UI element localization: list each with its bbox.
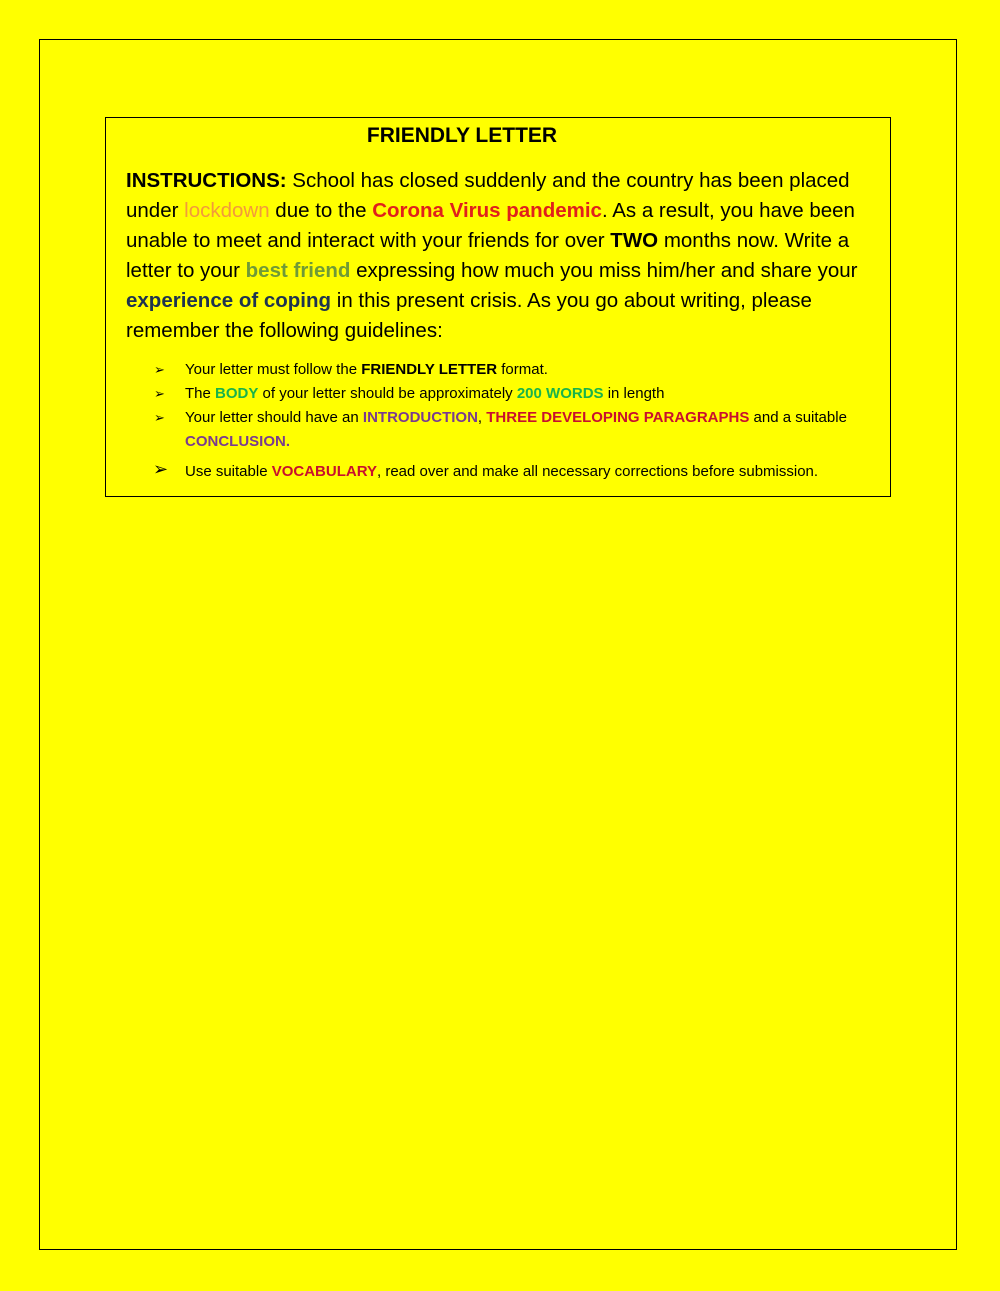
instructions-paragraph [126,166,876,346]
two-highlight: TWO [610,229,659,252]
arrow-bullet-icon: ➢ [154,410,165,425]
page-title: FRIENDLY LETTER [366,124,558,147]
guideline-text: format. [497,361,548,378]
best-friend-highlight: best friend [245,259,351,282]
guideline-item [154,460,874,484]
instructions-text: School has closed suddenly and the country has been placed under [126,169,850,222]
lockdown-highlight: lockdown [184,199,270,222]
guidelines-list [154,358,874,484]
guideline-item [154,358,874,382]
word-count-highlight: 200 WORDS [516,385,604,402]
conclusion-highlight: CONCLUSION [185,433,286,450]
guideline-text: in length [603,385,665,402]
paragraphs-highlight: THREE DEVELOPING PARAGRAPHS [486,409,750,426]
guideline-item [154,382,874,406]
coping-highlight: experience of coping [126,289,332,312]
body-highlight: BODY [215,385,259,402]
guideline-text: of your letter should be approximately [258,385,517,402]
guideline-item [154,406,874,454]
introduction-highlight: INTRODUCTION [362,409,478,426]
guideline-text: . [285,433,291,450]
instructions-text: due to the [269,199,373,222]
guideline-text: Use suitable [185,463,272,480]
instructions-label: INSTRUCTIONS: [126,169,287,192]
guideline-text: and a suitable [749,409,847,426]
guideline-text: , [477,409,487,426]
pandemic-highlight: Corona Virus pandemic [372,199,602,222]
guideline-text: The [185,385,216,402]
vocabulary-highlight: VOCABULARY [271,463,377,480]
arrow-bullet-icon: ➢ [153,459,169,479]
friendly-letter-highlight: FRIENDLY LETTER [361,361,498,378]
instructions-text: months now. Write a letter to your [126,229,850,282]
instructions-text: in this present crisis. As you go about writing, please remember the following guidelines: [126,289,812,342]
arrow-bullet-icon: ➢ [154,362,165,377]
guideline-text: , read over and make all necessary corrections before submission. [377,463,819,480]
arrow-bullet-icon: ➢ [154,386,165,401]
guideline-text: Your letter must follow the [185,361,362,378]
guideline-text: Your letter should have an [185,409,363,426]
instructions-text: expressing how much you miss him/her and share your [350,259,858,282]
instruction-box [105,117,891,497]
instructions-text: . As a result, you have been unable to meet and interact with your friends for over [126,199,855,252]
